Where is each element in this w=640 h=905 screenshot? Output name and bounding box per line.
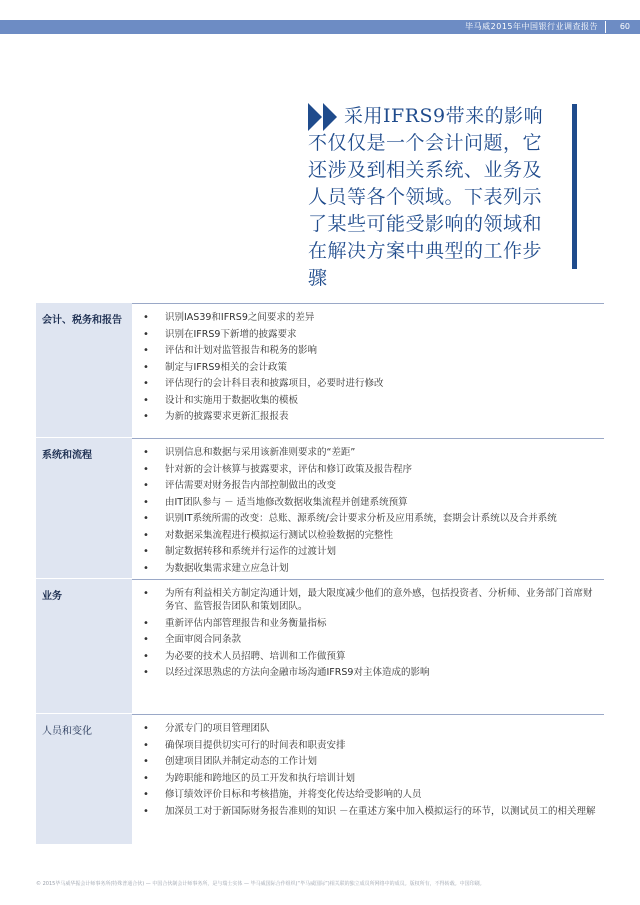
header-divider: [605, 21, 606, 33]
section-items: [143, 446, 601, 578]
list-item: • 为新的披露要求更新汇报报表: [143, 411, 289, 422]
copyright-footer: © 2015毕马威华振会计师事务所(特殊普通合伙) — 中国合伙制会计师事务所，是与瑞士实体 — 毕马威国际合作组织(“毕马威国际”)相关联的独立成员所网络中的成员。版权所有，不得转载。中国印刷。: [36, 881, 485, 887]
section-items: [143, 587, 601, 683]
list-item: • 重新评估内部管理报告和业务衡量指标: [143, 617, 327, 629]
report-title: 毕马威2015年中国银行业调查报告: [465, 22, 598, 31]
section-people: [36, 714, 604, 844]
section-accounting: [36, 303, 604, 437]
list-item: • 针对新的会计核算与披露要求，评估和修订政策及报告程序: [143, 463, 413, 475]
list-item: • 修订绩效评价目标和考核措施，并将变化传达给受影响的人员: [143, 789, 422, 800]
section-items: [143, 722, 601, 821]
section-label: 人员和变化: [36, 714, 132, 844]
list-item: • 评估现行的会计科目表和披露项目，必要时进行修改: [143, 378, 384, 389]
list-item: • 为跨职能和跨地区的员工开发和执行培训计划: [143, 772, 356, 784]
section-systems: [36, 438, 604, 578]
list-item: • 为所有利益相关方制定沟通计划，最大限度减少他们的意外感，包括投资者、分析师、业务部门首席财务官、监管报告团队和策划团队。: [143, 588, 593, 612]
section-business: [36, 579, 604, 713]
list-item: • 全面审阅合同条款: [143, 634, 242, 645]
callout-quote: [308, 103, 558, 292]
list-item: • 制定与IFRS9相关的会计政策: [143, 361, 287, 373]
list-item: • 识别IT系统所需的改变：总账、源系统/会计要求分析及应用系统，套期会计系统以及合并系统: [143, 513, 557, 524]
list-item: • 创建项目团队并制定动态的工作计划: [143, 756, 318, 767]
list-item: • 以经过深思熟虑的方法向金融市场沟通IFRS9对主体造成的影响: [143, 667, 430, 678]
list-item: • 识别IAS39和IFRS9之间要求的差异: [143, 312, 315, 323]
list-item: • 分派专门的项目管理团队: [143, 723, 270, 734]
list-item: • 为数据收集需求建立应急计划: [143, 562, 289, 574]
header-bar: [0, 20, 640, 34]
page-number: 60: [619, 22, 630, 31]
list-item: • 加深员工对于新国际财务报告准则的知识 －在重述方案中加入模拟运行的环节，以测试员工的相关理解: [143, 805, 596, 817]
list-item: • 确保项目提供切实可行的时间表和职责安排: [143, 739, 346, 751]
list-item: • 识别在IFRS9下新增的披露要求: [143, 328, 297, 340]
callout-text: 采用IFRS9带来的影响不仅仅是一个会计问题，它还涉及到相关系统、业务及人员等各个领域。下表列示了某些可能受影响的领域和在解决方案中典型的工作步骤: [308, 105, 544, 289]
double-arrow-icon: [308, 103, 340, 131]
list-item: • 识别信息和数据与采用该新准则要求的“差距”: [143, 447, 356, 458]
list-item: • 由IT团队参与 － 适当地修改数据收集流程并创建系统预算: [143, 496, 408, 508]
section-label: 会计、税务和报告: [36, 303, 132, 437]
list-item: • 制定数据转移和系统并行运作的过渡计划: [143, 546, 337, 557]
section-label: 系统和流程: [36, 438, 132, 578]
list-item: • 评估需要对财务报告内部控制做出的改变: [143, 480, 337, 491]
list-item: • 对数据采集流程进行模拟运行测试以检验数据的完整性: [143, 529, 394, 541]
callout-accent-rule: [572, 104, 577, 269]
section-label: 业务: [36, 579, 132, 713]
list-item: • 评估和计划对监管报告和税务的影响: [143, 345, 318, 356]
list-item: • 为必要的技术人员招聘、培训和工作做预算: [143, 650, 346, 662]
list-item: • 设计和实施用于数据收集的模板: [143, 394, 299, 406]
section-items: [143, 311, 601, 427]
